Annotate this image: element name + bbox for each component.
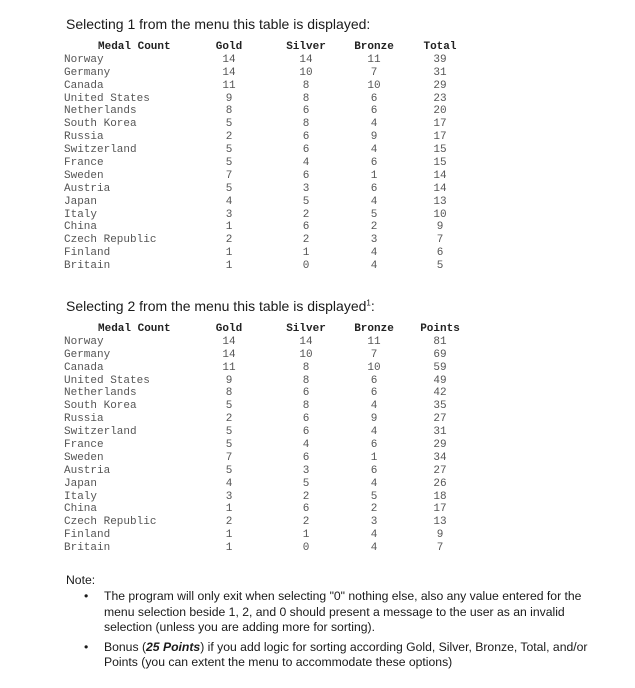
value-cell: 5 (225, 464, 233, 477)
value-cell: 3 (225, 490, 233, 503)
value-cell: 6 (370, 182, 378, 195)
value-cell: 5 (225, 182, 233, 195)
value-cell: 8 (302, 374, 310, 387)
value-cell: 6 (370, 157, 378, 170)
country-cell: South Korea (64, 118, 137, 131)
table-header-row (64, 323, 464, 336)
country-cell: Czech Republic (64, 516, 157, 529)
table-row (64, 452, 464, 465)
country-cell: Switzerland (64, 426, 137, 439)
value-cell: 0 (302, 260, 310, 273)
table-row (64, 413, 464, 426)
value-cell: 4 (370, 400, 378, 413)
country-cell: Russia (64, 413, 104, 426)
value-cell: 6 (302, 451, 310, 464)
country-cell: Canada (64, 79, 104, 92)
table-row (64, 542, 464, 555)
column-header: Medal Count (98, 323, 171, 335)
table-row (64, 157, 464, 170)
country-cell: France (64, 157, 104, 170)
value-cell: 10 (299, 66, 313, 79)
value-cell: 23 (433, 92, 447, 105)
column-header: Gold (215, 323, 243, 335)
column-header: Bronze (354, 323, 394, 335)
value-cell: 4 (370, 260, 378, 273)
value-cell: 14 (222, 335, 236, 348)
table-row (64, 67, 464, 80)
column-header: Points (420, 323, 460, 335)
value-cell: 10 (299, 348, 313, 361)
value-cell: 18 (433, 490, 447, 503)
note-label: Note: (66, 573, 96, 587)
country-cell: Russia (64, 131, 104, 144)
value-cell: 4 (370, 529, 378, 542)
table-row (64, 400, 464, 413)
value-cell: 6 (370, 105, 378, 118)
country-cell: China (64, 221, 98, 234)
value-cell: 2 (302, 208, 310, 221)
value-cell: 6 (302, 169, 310, 182)
table2-heading (66, 298, 375, 314)
value-cell: 6 (302, 503, 310, 516)
note-bullet-text: The program will only exit when selecting "0" nothing else, also any value entered for the menu selection beside 1, 2, and 0 should present a message to the user as an invalid selection (unless you are adding more for sorting). (104, 589, 582, 635)
value-cell: 7 (225, 169, 233, 182)
table-row (64, 439, 464, 452)
table-row (64, 478, 464, 491)
country-cell: Canada (64, 361, 104, 374)
value-cell: 4 (302, 157, 310, 170)
note-bullet-exit-rule (66, 589, 611, 635)
value-cell: 17 (433, 131, 447, 144)
value-cell: 6 (302, 221, 310, 234)
value-cell: 69 (433, 348, 447, 361)
column-header: Medal Count (98, 41, 171, 53)
table2-heading-colon: : (370, 298, 375, 314)
country-cell: Switzerland (64, 144, 137, 157)
value-cell: 8 (225, 387, 233, 400)
value-cell: 6 (370, 92, 378, 105)
country-cell: United States (64, 92, 150, 105)
value-cell: 9 (436, 221, 444, 234)
country-cell: Sweden (64, 169, 104, 182)
note-bullet-bonus (66, 640, 611, 671)
value-cell: 39 (433, 53, 447, 66)
value-cell: 9 (225, 374, 233, 387)
country-cell: Japan (64, 477, 98, 490)
value-cell: 20 (433, 105, 447, 118)
table-row (64, 196, 464, 209)
value-cell: 3 (225, 208, 233, 221)
column-header: Silver (286, 323, 326, 335)
value-cell: 6 (302, 387, 310, 400)
value-cell: 14 (222, 66, 236, 79)
value-cell: 11 (367, 53, 381, 66)
value-cell: 31 (433, 426, 447, 439)
value-cell: 17 (433, 503, 447, 516)
value-cell: 2 (302, 490, 310, 503)
table-row (64, 491, 464, 504)
bonus-prefix: Bonus ( (104, 639, 147, 654)
value-cell: 15 (433, 157, 447, 170)
bullet-marker: • (84, 589, 89, 604)
value-cell: 26 (433, 477, 447, 490)
country-cell: Italy (64, 208, 98, 221)
value-cell: 14 (299, 335, 313, 348)
value-cell: 4 (370, 477, 378, 490)
value-cell: 8 (302, 361, 310, 374)
value-cell: 6 (436, 247, 444, 260)
table-row (64, 144, 464, 157)
country-cell: Austria (64, 182, 111, 195)
footnote-mark: 1 (366, 298, 371, 308)
table-row (64, 529, 464, 542)
value-cell: 3 (302, 182, 310, 195)
table-row (64, 209, 464, 222)
value-cell: 10 (433, 208, 447, 221)
value-cell: 1 (302, 247, 310, 260)
table-row (64, 516, 464, 529)
value-cell: 5 (370, 208, 378, 221)
value-cell: 5 (225, 144, 233, 157)
country-cell: Japan (64, 195, 98, 208)
value-cell: 9 (225, 92, 233, 105)
value-cell: 1 (302, 529, 310, 542)
country-cell: Czech Republic (64, 234, 157, 247)
value-cell: 6 (370, 439, 378, 452)
value-cell: 7 (436, 234, 444, 247)
value-cell: 4 (370, 247, 378, 260)
column-header: Total (423, 41, 457, 53)
value-cell: 2 (302, 516, 310, 529)
value-cell: 34 (433, 451, 447, 464)
value-cell: 9 (370, 413, 378, 426)
value-cell: 8 (225, 105, 233, 118)
value-cell: 9 (436, 529, 444, 542)
value-cell: 3 (302, 464, 310, 477)
value-cell: 7 (436, 542, 444, 555)
value-cell: 5 (225, 118, 233, 131)
value-cell: 5 (225, 426, 233, 439)
value-cell: 1 (225, 503, 233, 516)
table-row (64, 80, 464, 93)
country-cell: Finland (64, 529, 111, 542)
value-cell: 10 (367, 361, 381, 374)
table-row (64, 465, 464, 478)
table2-heading-text: Selecting 2 from the menu this table is displayed (66, 298, 367, 314)
value-cell: 1 (370, 169, 378, 182)
value-cell: 4 (370, 426, 378, 439)
country-cell: Britain (64, 542, 111, 555)
table-row (64, 131, 464, 144)
value-cell: 35 (433, 400, 447, 413)
value-cell: 13 (433, 516, 447, 529)
value-cell: 1 (225, 221, 233, 234)
value-cell: 1 (225, 529, 233, 542)
value-cell: 8 (302, 79, 310, 92)
table-row (64, 375, 464, 388)
column-header: Silver (286, 41, 326, 53)
value-cell: 31 (433, 66, 447, 79)
value-cell: 7 (370, 348, 378, 361)
value-cell: 6 (302, 105, 310, 118)
column-header: Bronze (354, 41, 394, 53)
value-cell: 0 (302, 542, 310, 555)
value-cell: 5 (225, 439, 233, 452)
value-cell: 4 (370, 542, 378, 555)
value-cell: 2 (225, 516, 233, 529)
value-cell: 1 (370, 451, 378, 464)
value-cell: 7 (370, 66, 378, 79)
value-cell: 2 (225, 413, 233, 426)
table-row (64, 93, 464, 106)
value-cell: 3 (370, 516, 378, 529)
value-cell: 17 (433, 118, 447, 131)
value-cell: 6 (302, 426, 310, 439)
country-cell: Norway (64, 335, 104, 348)
country-cell: Norway (64, 53, 104, 66)
value-cell: 5 (370, 490, 378, 503)
table-row (64, 170, 464, 183)
value-cell: 11 (367, 335, 381, 348)
note-section (66, 573, 611, 674)
value-cell: 29 (433, 439, 447, 452)
country-cell: France (64, 439, 104, 452)
table-row (64, 183, 464, 196)
medal-table-points (64, 323, 464, 555)
value-cell: 4 (370, 144, 378, 157)
value-cell: 7 (225, 451, 233, 464)
value-cell: 11 (222, 361, 236, 374)
value-cell: 4 (225, 477, 233, 490)
bonus-suffix: ) if you add logic for sorting according Gold, Silver, Bronze, Total, and/or Points (you can extent the menu to accommodate these options) (104, 639, 588, 670)
value-cell: 8 (302, 400, 310, 413)
value-cell: 2 (225, 131, 233, 144)
country-cell: Sweden (64, 451, 104, 464)
value-cell: 5 (225, 400, 233, 413)
value-cell: 13 (433, 195, 447, 208)
table-row (64, 503, 464, 516)
country-cell: Netherlands (64, 105, 137, 118)
value-cell: 4 (225, 195, 233, 208)
value-cell: 14 (222, 348, 236, 361)
table-row (64, 349, 464, 362)
country-cell: Finland (64, 247, 111, 260)
value-cell: 6 (302, 144, 310, 157)
value-cell: 42 (433, 387, 447, 400)
table-row (64, 336, 464, 349)
country-cell: Germany (64, 66, 111, 79)
value-cell: 29 (433, 79, 447, 92)
value-cell: 14 (222, 53, 236, 66)
value-cell: 4 (302, 439, 310, 452)
value-cell: 2 (370, 503, 378, 516)
value-cell: 6 (370, 464, 378, 477)
table-row (64, 105, 464, 118)
table-row (64, 260, 464, 273)
value-cell: 5 (302, 195, 310, 208)
value-cell: 81 (433, 335, 447, 348)
value-cell: 8 (302, 92, 310, 105)
column-header: Gold (215, 41, 243, 53)
value-cell: 5 (436, 260, 444, 273)
value-cell: 6 (302, 131, 310, 144)
country-cell: Britain (64, 260, 111, 273)
value-cell: 27 (433, 413, 447, 426)
bullet-marker: • (84, 639, 89, 654)
value-cell: 2 (225, 234, 233, 247)
country-cell: United States (64, 374, 150, 387)
table-row (64, 54, 464, 67)
value-cell: 15 (433, 144, 447, 157)
value-cell: 1 (225, 247, 233, 260)
value-cell: 11 (222, 79, 236, 92)
value-cell: 5 (302, 477, 310, 490)
country-cell: Germany (64, 348, 111, 361)
table-row (64, 247, 464, 260)
table-row (64, 362, 464, 375)
table-row (64, 118, 464, 131)
table1-heading: Selecting 1 from the menu this table is displayed: (66, 16, 371, 32)
value-cell: 4 (370, 195, 378, 208)
value-cell: 27 (433, 464, 447, 477)
value-cell: 14 (433, 182, 447, 195)
value-cell: 14 (433, 169, 447, 182)
country-cell: China (64, 503, 98, 516)
value-cell: 9 (370, 131, 378, 144)
value-cell: 59 (433, 361, 447, 374)
value-cell: 4 (370, 118, 378, 131)
country-cell: Netherlands (64, 387, 137, 400)
value-cell: 6 (370, 387, 378, 400)
value-cell: 49 (433, 374, 447, 387)
table-row (64, 234, 464, 247)
medal-table-total (64, 41, 464, 273)
value-cell: 6 (302, 413, 310, 426)
value-cell: 5 (225, 157, 233, 170)
value-cell: 3 (370, 234, 378, 247)
table-header-row (64, 41, 464, 54)
value-cell: 10 (367, 79, 381, 92)
table-row (64, 221, 464, 234)
country-cell: South Korea (64, 400, 137, 413)
value-cell: 2 (370, 221, 378, 234)
table-row (64, 387, 464, 400)
table-row (64, 426, 464, 439)
value-cell: 6 (370, 374, 378, 387)
value-cell: 1 (225, 542, 233, 555)
value-cell: 8 (302, 118, 310, 131)
value-cell: 14 (299, 53, 313, 66)
bonus-points: 25 Points (146, 639, 201, 654)
value-cell: 2 (302, 234, 310, 247)
country-cell: Austria (64, 464, 111, 477)
value-cell: 1 (225, 260, 233, 273)
country-cell: Italy (64, 490, 98, 503)
